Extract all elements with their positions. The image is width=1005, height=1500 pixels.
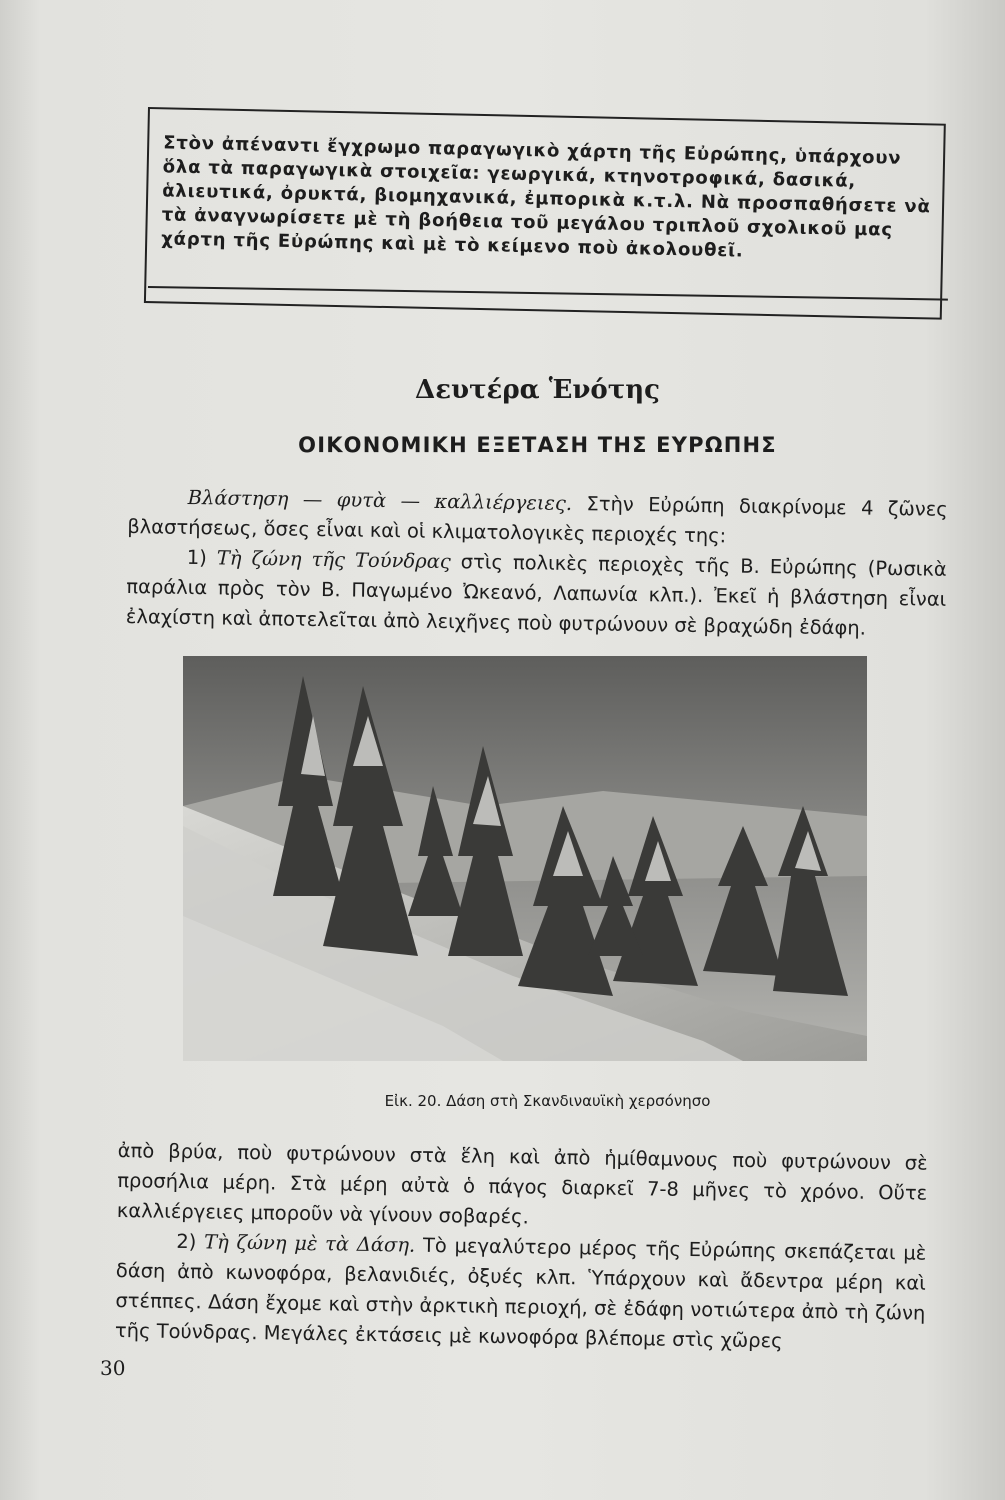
zone1-italic-lead: Τὴ ζώνη τῆς Τούνδρας	[216, 546, 451, 574]
snow-forest-illustration	[183, 656, 867, 1061]
intro-italic-lead: Βλάστηση — φυτὰ — καλλιέργειες.	[187, 485, 573, 515]
zone2-italic-lead: Τὴ ζώνη μὲ τὰ Δάση.	[203, 1230, 416, 1257]
forest-photo	[183, 656, 867, 1061]
zone2-number: 2)	[176, 1229, 205, 1254]
zone1-number: 1)	[186, 545, 218, 570]
zone2-paragraph	[115, 1226, 927, 1359]
figure-caption: Εἰκ. 20. Δάση στὴ Σκανδιναυϊκὴ χερσόνησο	[384, 1092, 711, 1110]
zone1-paragraph	[126, 542, 947, 645]
body-text-bottom	[115, 1136, 928, 1359]
notice-text: Στὸν ἀπέναντι ἔγχρωμο παραγωγικὸ χάρτη τῆς Εὐρώπης, ὑπάρχουν ὅλα τὰ παραγωγικὰ στοιχεῖα: γεωργικά, κτηνοτροφικά, δασικά, ἁλιευτικά, ὀρυκτά, βιομηχανικά, ἐμπορικὰ κ.τ.λ. Νὰ προσπαθήσετε νὰ τὰ ἀναγνωρίσετε μὲ τὴ βοήθεια τοῦ μεγάλου τριπλοῦ σχολικοῦ μας χάρτη τῆς Εὐρώπης καὶ μὲ τὸ κείμενο ποὺ ἀκολουθεῖ.	[161, 132, 931, 262]
zone1-text: στὶς πολικὲς περιοχὲς τῆς Β. Εὐρώπης (Ρωσικὰ παράλια πρὸς τὸν Β. Παγωμένο Ὠκεανό, Λαπωνία κλπ.). Ἐκεῖ ἡ βλάστηση εἶναι ἐλαχίστη καὶ ἀποτελεῖται ἀπὸ λειχῆνες ποὺ φυτρώνουν σὲ βραχώδη ἐδάφη.	[125, 550, 947, 640]
zone1-continued-paragraph: ἀπὸ βρύα, ποὺ φυτρώνουν στὰ ἕλη καὶ ἀπὸ ἡμίθαμνους ποὺ φυτρώνουν σὲ προσήλια μέρη. Στὰ μέρη αὐτὰ ὁ πάγος διαρκεῖ 7-8 μῆνες τὸ χρόνο. Οὔτε καλλιέργειες μποροῦν νὰ γίνουν σοβαρές.	[116, 1138, 928, 1229]
body-text-top	[126, 482, 948, 645]
zone2-text: Τὸ μεγαλύτερο μέρος τῆς Εὐρώπης σκεπάζεται μὲ δάση ἀπὸ κωνοφόρα, βελανιδιές, ὀξυές κλπ. Ὑπάρχουν καὶ ἄδεντρα μέρη καὶ στέππες. Δάση ἔχομε καὶ στὴν ἀρκτικὴ περιοχή, σὲ ἐδάφη νοτιώτερα ἀπὸ τὴ ζώνη τῆς Τούνδρας. Μεγάλες ἐκτάσεις μὲ κωνοφόρα βλέπομε στὶς χῶρες	[114, 1233, 927, 1353]
intro-text: Στὴν Εὐρώπη διακρίνομε 4 ζῶνες βλαστήσεως, ὅσες εἶναι καὶ οἱ κλιματολογικὲς περιοχές της:	[127, 491, 948, 548]
page-number: 30	[100, 1356, 126, 1380]
section-title: ΟΙΚΟΝΟΜΙΚΗ ΕΞΕΤΑΣΗ ΤΗΣ ΕΥΡΩΠΗΣ	[298, 433, 777, 457]
unit-title: Δευτέρα Ἑνότης	[415, 375, 660, 405]
